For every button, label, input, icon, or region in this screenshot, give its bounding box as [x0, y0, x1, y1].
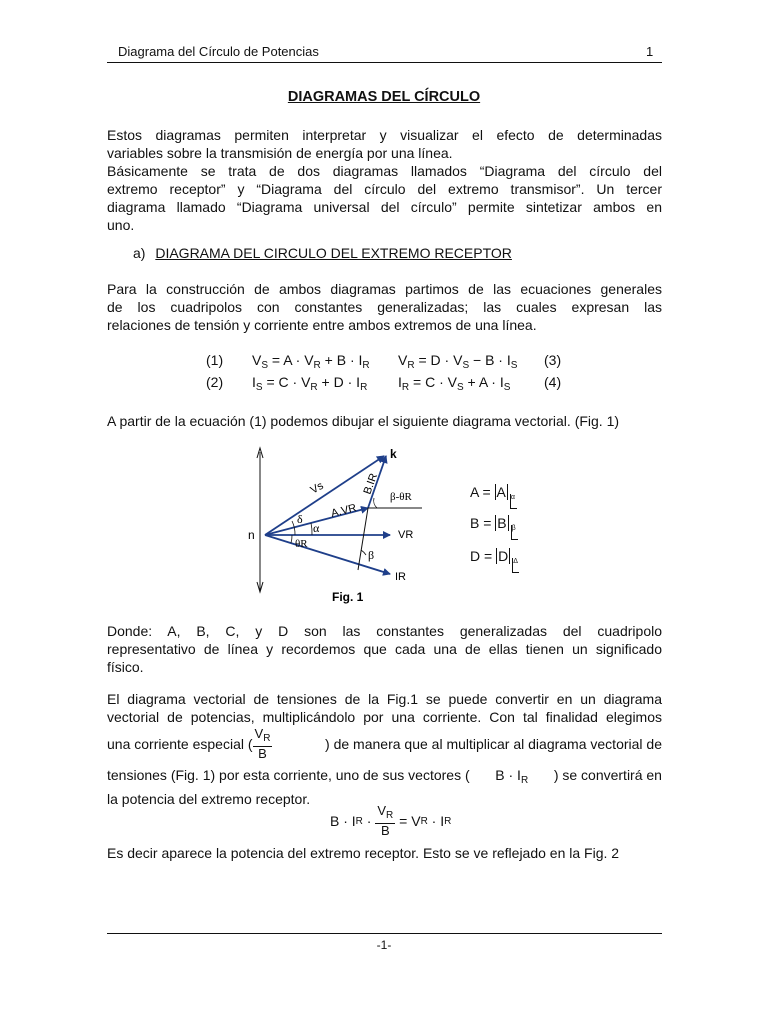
text-line: de los cuadripolos con constantes generalizadas; las cuales expresan las	[107, 299, 662, 315]
text-line: Estos diagramas permiten interpretar y visualizar el efecto de determinadas	[107, 127, 662, 143]
header-page-number: 1	[646, 44, 654, 59]
equation-number-1: (1)	[206, 352, 224, 368]
section-marker: a)	[133, 245, 146, 261]
equation-number-4: (4)	[544, 374, 562, 390]
text-line: la potencia del extremo receptor.	[107, 791, 311, 807]
label-beta: β	[368, 548, 375, 562]
label-vs: Vs	[308, 479, 326, 497]
power-paragraph-fraction-line: una corriente especial ( $\frac{V_R}{B}$ ) de manera que al multiplicar al diagrama vectorial de	[107, 726, 662, 761]
section-title: DIAGRAMA DEL CIRCULO DEL EXTREMO RECEPTOR	[155, 245, 512, 261]
construction-paragraph	[107, 280, 662, 334]
power-paragraph	[107, 690, 662, 726]
intro-paragraph	[107, 126, 662, 234]
text-line: extremo receptor” y “Diagrama del círculo del extremo transmisor”. Un tercer	[107, 181, 662, 197]
text-line: variables sobre la transmisión de energía por una línea.	[107, 145, 453, 161]
label-vr: VR	[398, 529, 414, 541]
constant-b: B = B β	[470, 515, 518, 540]
text-line: físico.	[107, 659, 144, 675]
equation-4: $I_R = C \cdot V_S + A \cdot I_S$	[398, 374, 511, 393]
equation-number-2: (2)	[206, 374, 224, 390]
footer-page-number: -1-	[376, 938, 392, 952]
header-rule	[107, 62, 662, 63]
section-heading	[133, 245, 512, 261]
label-theta: θR	[295, 538, 308, 550]
constant-d: D = D Δ	[470, 548, 519, 573]
power-equation: B · I R · $\frac{V_R}{B}$ = V R · I R	[330, 803, 452, 838]
closing-text: Es decir aparece la potencia del extremo receptor. Esto se ve reflejado en la Fig. 2	[107, 845, 620, 861]
header-title: Diagrama del Círculo de Potencias	[118, 44, 319, 59]
constants-block	[470, 484, 550, 574]
equation-2: $I_S = C \cdot V_R + D \cdot I_R$	[252, 374, 368, 393]
text-line: Para la construcción de ambos diagramas partimos de las ecuaciones generales	[107, 281, 662, 297]
text-line: representativo de línea y recordemos que cada una de ellas tienen un significado	[107, 641, 662, 657]
text-line: vectorial de potencias, multiplicándolo por una corriente. Con tal finalidad elegimos	[107, 709, 662, 725]
equation-1: $V_S = A \cdot V_R + B \cdot I_R$	[252, 352, 370, 371]
equation-3: $V_R = D \cdot V_S - B \cdot I_S$	[398, 352, 518, 371]
label-k: k	[390, 447, 397, 461]
power-paragraph-continued: tensiones (Fig. 1) por esta corriente, uno de sus vectores ( $B \cdot I_R$ ) se convertirá en la potencia del extremo receptor.	[107, 767, 662, 807]
page-title: DIAGRAMAS DEL CÍRCULO	[287, 89, 481, 105]
text-line: Básicamente se trata de dos diagramas llamados “Diagrama del círculo del	[107, 163, 662, 179]
text-line: relaciones de tensión y corriente entre ambos extremos de una línea.	[107, 317, 537, 333]
label-bir: B.IR	[361, 471, 381, 497]
figure-intro-text: A partir de la ecuación (1) podemos dibujar el siguiente diagrama vectorial. (Fig. 1)	[107, 413, 620, 429]
label-avr: A.VR	[329, 502, 358, 520]
label-ir: IR	[395, 571, 406, 583]
text-line: Donde: A, B, C, y D son las constantes generalizadas del cuadripolo	[107, 623, 662, 639]
vs-vector	[265, 456, 384, 535]
text-line: uno.	[107, 217, 135, 233]
special-current-fraction: $\frac{V_R}{B}$	[254, 726, 271, 761]
footer-rule	[107, 933, 662, 934]
label-delta: δ	[297, 512, 303, 526]
label-alpha: α	[313, 521, 320, 535]
constant-a: A = A α	[470, 484, 517, 509]
text-line: diagrama llamado “Diagrama universal del círculo” permite sintetizar ambos en	[107, 199, 662, 215]
constants-paragraph	[107, 622, 662, 676]
figure-caption: Fig. 1	[332, 590, 364, 604]
equation-number-3: (3)	[544, 352, 562, 368]
label-beta-theta: β-θR	[390, 491, 412, 503]
label-n: n	[248, 528, 255, 542]
text-line: El diagrama vectorial de tensiones de la Fig.1 se puede convertir en un diagrama	[107, 691, 662, 707]
